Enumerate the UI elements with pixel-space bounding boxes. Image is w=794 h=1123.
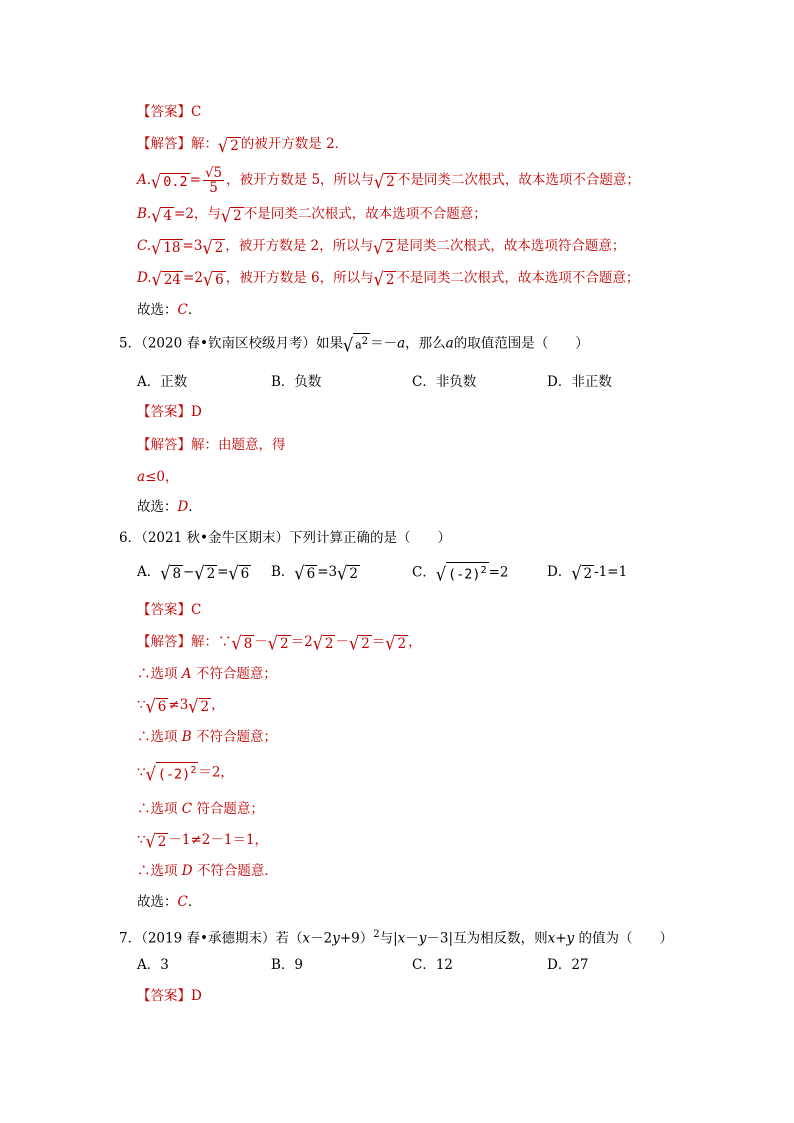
answer-value: C bbox=[191, 104, 202, 120]
text: 不是同类二次根式，故本选项不合题意； bbox=[396, 172, 640, 188]
explain-line-q6-5 bbox=[137, 762, 234, 783]
radicand: (-2) bbox=[448, 566, 481, 583]
variable: a bbox=[137, 469, 146, 485]
variable: y bbox=[332, 930, 340, 947]
numerator: √5 bbox=[204, 165, 223, 181]
denominator: 5 bbox=[209, 180, 218, 196]
radicand: 2 bbox=[230, 138, 239, 154]
variable: y bbox=[566, 930, 575, 947]
question-text: （2021 秋•金牛区期末）下列计算正确的是（ ） bbox=[141, 530, 451, 546]
sqrt-expression: √ 2 bbox=[571, 562, 593, 585]
choose-line-q4 bbox=[137, 300, 201, 320]
text: ，被开方数是 2，所以与 bbox=[225, 238, 374, 254]
explain-line-q4-1 bbox=[137, 134, 349, 157]
answer-line-q4 bbox=[137, 102, 201, 122]
text: 不符合题意． bbox=[192, 863, 278, 879]
sqrt-expression: √ 6 bbox=[202, 268, 224, 291]
sqrt-expression: √ 2 bbox=[194, 562, 216, 585]
choose-line-q5 bbox=[137, 497, 202, 517]
text: － bbox=[335, 634, 349, 650]
text: =3 bbox=[317, 564, 338, 580]
text: =2 bbox=[183, 270, 203, 286]
text: ∵ bbox=[137, 764, 146, 781]
answer-label: 【答案】 bbox=[137, 602, 191, 618]
text: － bbox=[405, 930, 419, 947]
explain-line-q6-6 bbox=[137, 799, 264, 819]
sqrt-expression: √ 2 bbox=[312, 632, 334, 655]
sqrt-expression: √ 8 bbox=[231, 632, 253, 655]
q5-option-c: C．非负数 bbox=[412, 374, 477, 390]
text: ∵ bbox=[137, 832, 146, 848]
option-letter: B． bbox=[271, 564, 295, 580]
text: ∴选项 bbox=[137, 801, 182, 817]
sqrt-expression: √ 2 bbox=[337, 562, 358, 585]
text: 的值为（ ） bbox=[574, 930, 673, 947]
sqrt-expression: √ 2 bbox=[267, 632, 289, 655]
text: ＝ bbox=[371, 634, 386, 650]
explain-line-q6-1 bbox=[137, 632, 422, 655]
sqrt-expression: √ 2 bbox=[348, 632, 370, 655]
sqrt-expression: √ 6 bbox=[294, 562, 316, 585]
radicand: (-2) bbox=[157, 766, 191, 783]
q6-option-a bbox=[137, 562, 251, 585]
sqrt-expression: √ 2 bbox=[188, 695, 210, 718]
option-letter: A. bbox=[137, 172, 152, 188]
answer-value: D bbox=[191, 404, 202, 420]
exponent: 2 bbox=[373, 929, 380, 940]
variable: x bbox=[547, 930, 556, 947]
text: 不符合题意； bbox=[191, 729, 278, 745]
question-7-stem bbox=[119, 925, 673, 949]
text: －2 bbox=[310, 930, 333, 947]
text: ≠3 bbox=[168, 697, 189, 713]
radicand: 6 bbox=[306, 566, 316, 582]
text: 解：∵ bbox=[191, 634, 232, 650]
text: ＝2， bbox=[198, 764, 234, 781]
radicand: 2 bbox=[324, 636, 334, 652]
question-number: 6． bbox=[119, 530, 142, 546]
q6-option-b bbox=[271, 562, 360, 585]
variable: A bbox=[181, 666, 192, 682]
text: +9） bbox=[339, 930, 374, 947]
radicand: 2 bbox=[349, 566, 358, 582]
sqrt-expression: √ 18 bbox=[151, 236, 181, 259]
sqrt-expression: √ 2 bbox=[220, 204, 242, 227]
text: －1≠2－1＝1， bbox=[168, 832, 269, 848]
q6-option-c bbox=[412, 562, 509, 583]
text: 故选： bbox=[137, 499, 178, 515]
question-5-stem bbox=[119, 333, 589, 357]
variable: C bbox=[181, 801, 193, 817]
choice-value: C bbox=[177, 894, 188, 910]
q5-option-b: B．负数 bbox=[271, 374, 322, 390]
text: － bbox=[254, 634, 268, 650]
answer-line-q5 bbox=[137, 402, 202, 422]
exponent: 2 bbox=[361, 336, 369, 347]
variable: a bbox=[397, 335, 406, 352]
question-6-stem bbox=[119, 528, 451, 548]
sqrt-expression: √ 8 bbox=[160, 562, 182, 585]
text: ∵ bbox=[137, 697, 146, 713]
sqrt-expression: √ 2 bbox=[374, 170, 395, 193]
text: -1=1 bbox=[594, 564, 628, 580]
explain-line-q6-7 bbox=[137, 830, 269, 853]
answer-label: 【答案】 bbox=[137, 404, 191, 420]
choose-line-q6 bbox=[137, 892, 201, 912]
sqrt-expression: √ 24 bbox=[151, 268, 182, 291]
radicand: 4 bbox=[163, 208, 173, 224]
text: 不是同类二次根式，故本选项不合题意； bbox=[396, 270, 640, 286]
option-letter: C． bbox=[412, 564, 436, 581]
radicand: 2 bbox=[397, 636, 407, 652]
exponent: 2 bbox=[480, 565, 487, 576]
question-number: 5． bbox=[119, 335, 142, 352]
variable: D bbox=[181, 863, 193, 879]
exponent: 2 bbox=[190, 765, 197, 776]
sqrt-expression: √ 2 bbox=[218, 134, 239, 157]
sqrt-expression: √ 0.2 bbox=[151, 170, 188, 193]
q7-option-b: B．9 bbox=[271, 957, 304, 973]
sqrt-expression: √ 2 bbox=[373, 236, 394, 259]
explain-line-q5-1 bbox=[137, 435, 286, 455]
answer-line-q7 bbox=[137, 986, 202, 1006]
explain-label: 【解答】 bbox=[137, 437, 191, 453]
explain-line-q4-C bbox=[137, 236, 626, 259]
q6-option-d bbox=[547, 562, 628, 585]
question-text: （2019 春•承德期末）若（ bbox=[141, 930, 303, 947]
text: ∴选项 bbox=[137, 729, 182, 745]
answer-value: D bbox=[191, 988, 202, 1004]
radicand: 6 bbox=[240, 566, 250, 582]
answer-line-q6 bbox=[137, 600, 201, 620]
radicand: 2 bbox=[206, 566, 216, 582]
text: + bbox=[555, 930, 567, 947]
variable: a bbox=[445, 335, 454, 352]
option-letter: D. bbox=[137, 270, 152, 286]
radicand: 2 bbox=[583, 566, 593, 582]
q7-option-c: C．12 bbox=[412, 957, 454, 973]
text: ∴选项 bbox=[137, 666, 182, 682]
explain-line-q5-2 bbox=[137, 467, 178, 487]
text: 符合题意； bbox=[192, 801, 264, 817]
explain-line-q6-2 bbox=[137, 664, 277, 684]
text: =2 bbox=[488, 564, 509, 581]
q7-option-d: D．27 bbox=[547, 957, 589, 973]
radicand: 2 bbox=[386, 174, 395, 190]
text: 解：由题意，得 bbox=[191, 437, 286, 453]
answer-label: 【答案】 bbox=[137, 104, 191, 120]
sqrt-expression: √ 2 bbox=[373, 268, 395, 291]
text: 的取值范围是（ ） bbox=[453, 335, 589, 352]
q5-option-a: A．正数 bbox=[137, 374, 188, 390]
explain-line-q6-4 bbox=[137, 727, 277, 747]
text: − bbox=[183, 564, 195, 580]
text: ＝2 bbox=[290, 634, 313, 650]
text: ≤0， bbox=[145, 469, 179, 485]
radicand: 8 bbox=[243, 636, 253, 652]
question-text: （2020 春•钦南区校级月考）如果 bbox=[141, 335, 343, 352]
radicand: 6 bbox=[157, 699, 167, 715]
text: －3|互为相反数，则 bbox=[426, 930, 548, 947]
explain-label: 【解答】 bbox=[137, 634, 191, 650]
explain-line-q4-B bbox=[137, 204, 487, 227]
choice-value: D bbox=[177, 499, 189, 515]
q5-option-d: D．非正数 bbox=[547, 374, 612, 390]
text: 不是同类二次根式，故本选项不合题意； bbox=[243, 206, 487, 222]
variable: B bbox=[181, 729, 192, 745]
radicand: 2 bbox=[214, 240, 224, 256]
variable: y bbox=[418, 930, 427, 947]
choice-value: C bbox=[177, 302, 188, 318]
radicand: a bbox=[355, 338, 362, 352]
text: ∴选项 bbox=[137, 863, 182, 879]
variable: x bbox=[302, 930, 311, 947]
text: ，被开方数是 6，所以与 bbox=[225, 270, 374, 286]
text: 不符合题意； bbox=[191, 666, 277, 682]
text: 解： bbox=[191, 136, 218, 152]
radicand: 2 bbox=[233, 208, 242, 224]
radicand: 2 bbox=[200, 699, 210, 715]
sqrt-expression: √ $(-2)^2$ bbox=[435, 563, 487, 585]
explain-line-q4-D bbox=[137, 268, 640, 291]
radicand: 18 bbox=[163, 240, 181, 256]
sqrt-expression: √ 6 bbox=[145, 695, 167, 718]
explain-line-q4-A bbox=[137, 166, 640, 195]
question-number: 7． bbox=[119, 930, 142, 947]
text: ． bbox=[187, 302, 202, 318]
text: ． bbox=[187, 894, 202, 910]
text: =3 bbox=[182, 238, 203, 254]
text: 的被开方数是 2． bbox=[240, 136, 349, 152]
text: 故选： bbox=[137, 302, 178, 318]
radicand: 8 bbox=[172, 566, 182, 582]
text: 是同类二次根式，故本选项符合题意； bbox=[395, 238, 626, 254]
explain-line-q6-3 bbox=[137, 695, 225, 718]
sqrt-expression: √ 4 bbox=[151, 204, 173, 227]
text: 与| bbox=[379, 930, 398, 947]
sqrt-expression: √ 6 bbox=[228, 562, 250, 585]
text: = bbox=[189, 172, 201, 188]
option-letter: A． bbox=[137, 564, 161, 580]
sqrt-expression: √ 2 bbox=[145, 830, 167, 853]
variable: x bbox=[397, 930, 406, 947]
radicand: 2 bbox=[157, 834, 167, 850]
sqrt-expression: √ $a^2$ bbox=[342, 334, 369, 357]
option-letter: D． bbox=[547, 564, 572, 580]
option-letter: B. bbox=[137, 206, 152, 222]
answer-label: 【答案】 bbox=[137, 988, 191, 1004]
explain-line-q6-8 bbox=[137, 861, 278, 881]
radicand: 0.2 bbox=[163, 174, 188, 190]
q7-option-a: A．3 bbox=[137, 957, 169, 973]
radicand: 6 bbox=[215, 272, 224, 288]
radicand: 2 bbox=[361, 636, 370, 652]
option-letter: C. bbox=[137, 238, 152, 254]
sqrt-expression: √ $(-2)^2$ bbox=[145, 763, 197, 785]
text: 故选： bbox=[137, 894, 178, 910]
explain-label: 【解答】 bbox=[137, 136, 191, 152]
radicand: 2 bbox=[385, 272, 395, 288]
text: ，那么 bbox=[405, 335, 446, 352]
radicand: 2 bbox=[385, 240, 394, 256]
radicand: 2 bbox=[280, 636, 289, 652]
text: ＝－ bbox=[370, 335, 398, 352]
sqrt-expression: √ 2 bbox=[385, 632, 407, 655]
text: ， bbox=[211, 697, 225, 713]
sqrt-expression: √ 2 bbox=[202, 236, 224, 259]
text: = bbox=[217, 564, 229, 580]
text: ． bbox=[188, 499, 202, 515]
answer-value: C bbox=[191, 602, 202, 618]
text: =2，与 bbox=[174, 206, 221, 222]
radicand: 24 bbox=[163, 272, 182, 288]
text: ， bbox=[408, 634, 422, 650]
fraction bbox=[203, 166, 224, 195]
text: ，被开方数是 5，所以与 bbox=[226, 172, 375, 188]
